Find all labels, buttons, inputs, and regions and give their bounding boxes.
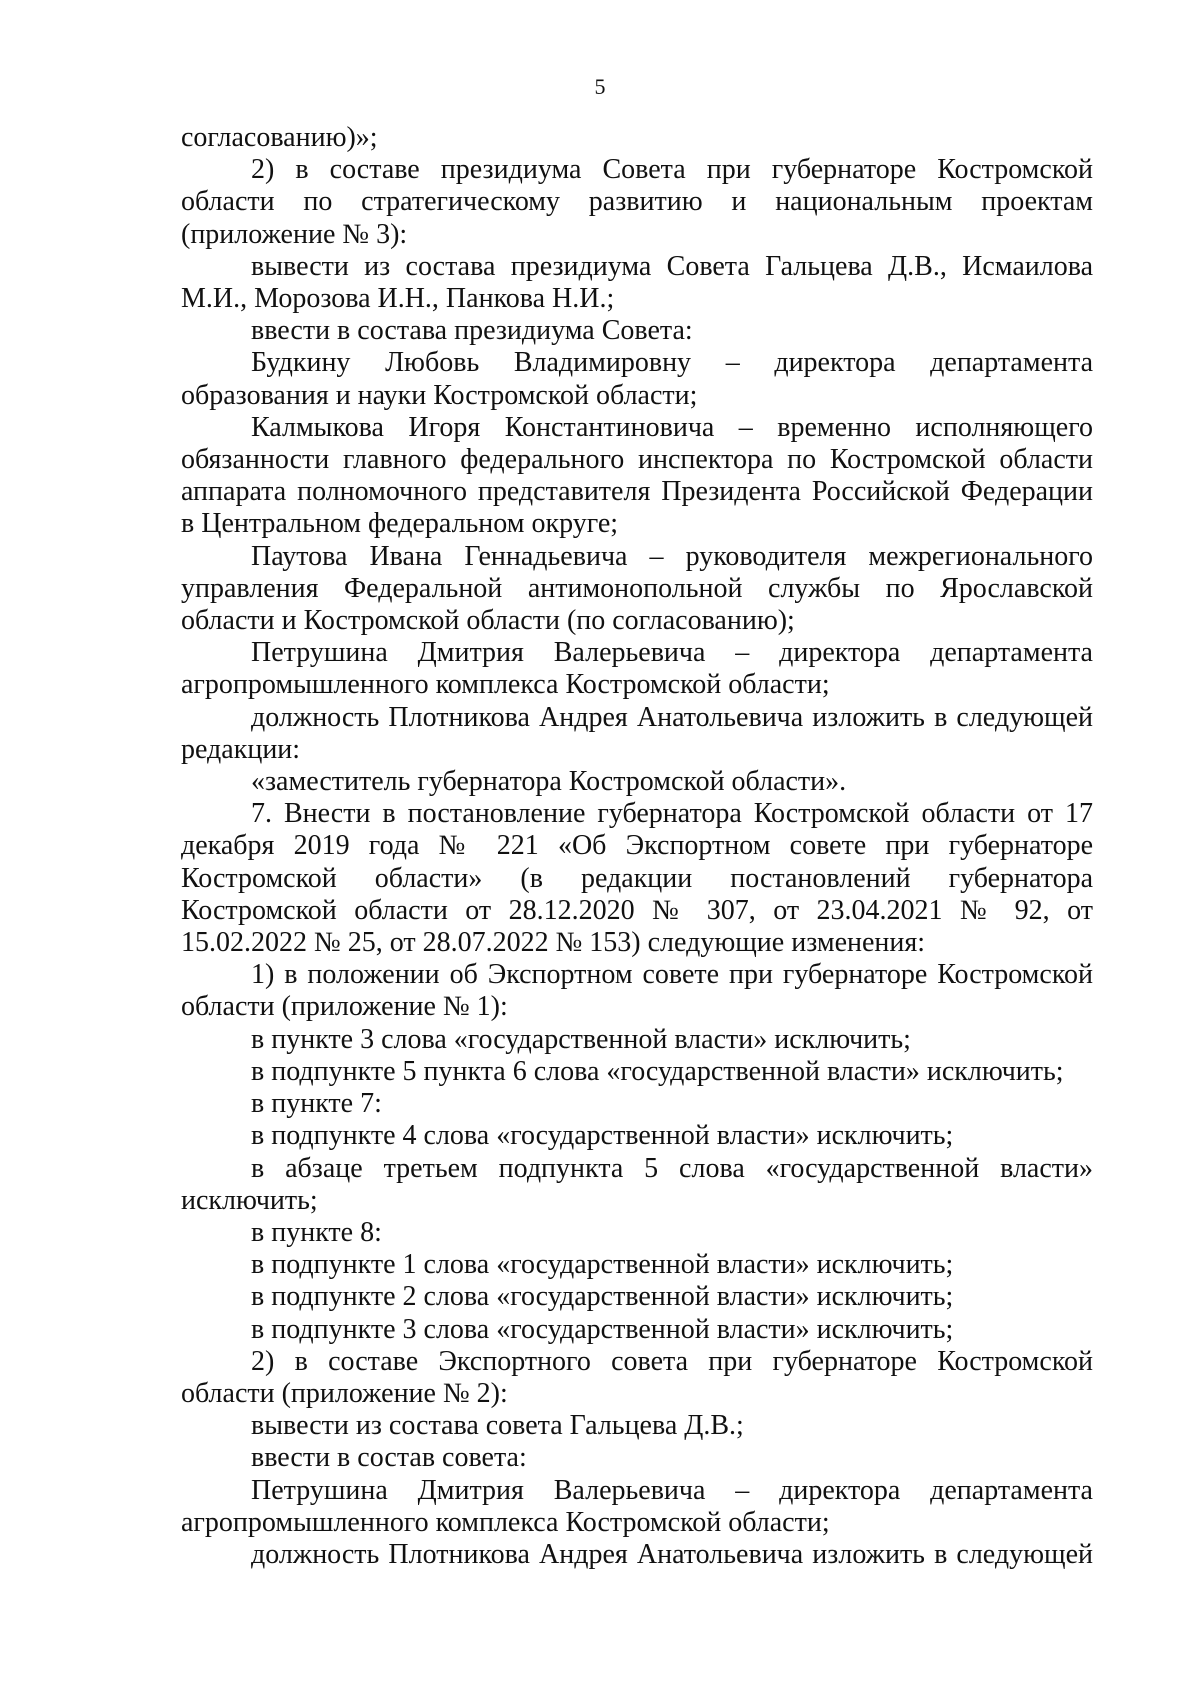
page-number: 5 <box>594 74 606 99</box>
paragraph: должность Плотникова Андрея Анатольевича изложить в следующей <box>251 1538 1093 1570</box>
paragraph: Петрушина Дмитрия Валерьевича – директора департамента агропромышленного комплекса Костромской области; <box>181 1474 1093 1538</box>
paragraph: вывести из состава президиума Совета Гальцева Д.В., Исмаилова М.И., Морозова И.Н., Панкова Н.И.; <box>181 250 1093 315</box>
paragraph: 2) в составе Экспортного совета при губернаторе Костромской области (приложение № 2): <box>181 1345 1093 1409</box>
paragraph: согласованию)»; <box>181 122 378 153</box>
paragraph: Паутова Ивана Геннадьевича – руководителя межрегионального управления Федеральной антимонопольной службы по Ярославской области и Костромской области (по согласованию); <box>181 540 1093 637</box>
paragraph: в подпункте 4 слова «государственной власти» исключить; <box>251 1120 954 1152</box>
paragraph: ввести в состава президиума Совета: <box>251 315 693 347</box>
paragraph: ввести в состав совета: <box>251 1442 527 1474</box>
paragraph: в подпункте 5 пункта 6 слова «государственной власти» исключить; <box>251 1055 1064 1087</box>
paragraph: Петрушина Дмитрия Валерьевича – директора департамента агропромышленного комплекса Костромской области; <box>181 637 1093 701</box>
paragraph: в подпункте 3 слова «государственной власти» исключить; <box>251 1313 954 1345</box>
paragraph: в пункте 8: <box>251 1216 382 1248</box>
paragraph: в подпункте 2 слова «государственной власти» исключить; <box>251 1281 954 1313</box>
document-body <box>181 122 1093 1571</box>
paragraph: в пункте 7: <box>251 1088 382 1120</box>
paragraph: в пункте 3 слова «государственной власти» исключить; <box>251 1023 911 1055</box>
paragraph: «заместитель губернатора Костромской области». <box>251 766 847 798</box>
paragraph: 1) в положении об Экспортном совете при губернаторе Костромской области (приложение № 1): <box>181 959 1093 1023</box>
paragraph: 7. Внести в постановление губернатора Костромской области от 17 декабря 2019 года № 221 «Об Экспортном совете при губернаторе Костромской области» (в редакции постановлений губернатора Костромской области от 28.12.2020 № 307, от 23.04.2021 № 92, от 15.02.2022 № 25, от 28.07.2022 № 153) следующие изменения: <box>181 798 1093 959</box>
paragraph: в подпункте 1 слова «государственной власти» исключить; <box>251 1249 954 1281</box>
paragraph: вывести из состава совета Гальцева Д.В.; <box>251 1410 744 1442</box>
paragraph: 2) в составе президиума Совета при губернаторе Костромской области по стратегическому развитию и национальным проектам (приложение № 3): <box>181 154 1093 250</box>
paragraph: Калмыкова Игоря Константиновича – временно исполняющего обязанности главного федерального инспектора по Костромской области аппарата полномочного представителя Президента Российской Федерации в Центральном федеральном округе; <box>181 411 1093 540</box>
paragraph: Будкину Любовь Владимировну – директора департамента образования и науки Костромской области; <box>181 347 1093 411</box>
paragraph: должность Плотникова Андрея Анатольевича изложить в следующей редакции: <box>181 701 1093 765</box>
paragraph: в абзаце третьем подпункта 5 слова «государственной власти» исключить; <box>181 1152 1093 1216</box>
